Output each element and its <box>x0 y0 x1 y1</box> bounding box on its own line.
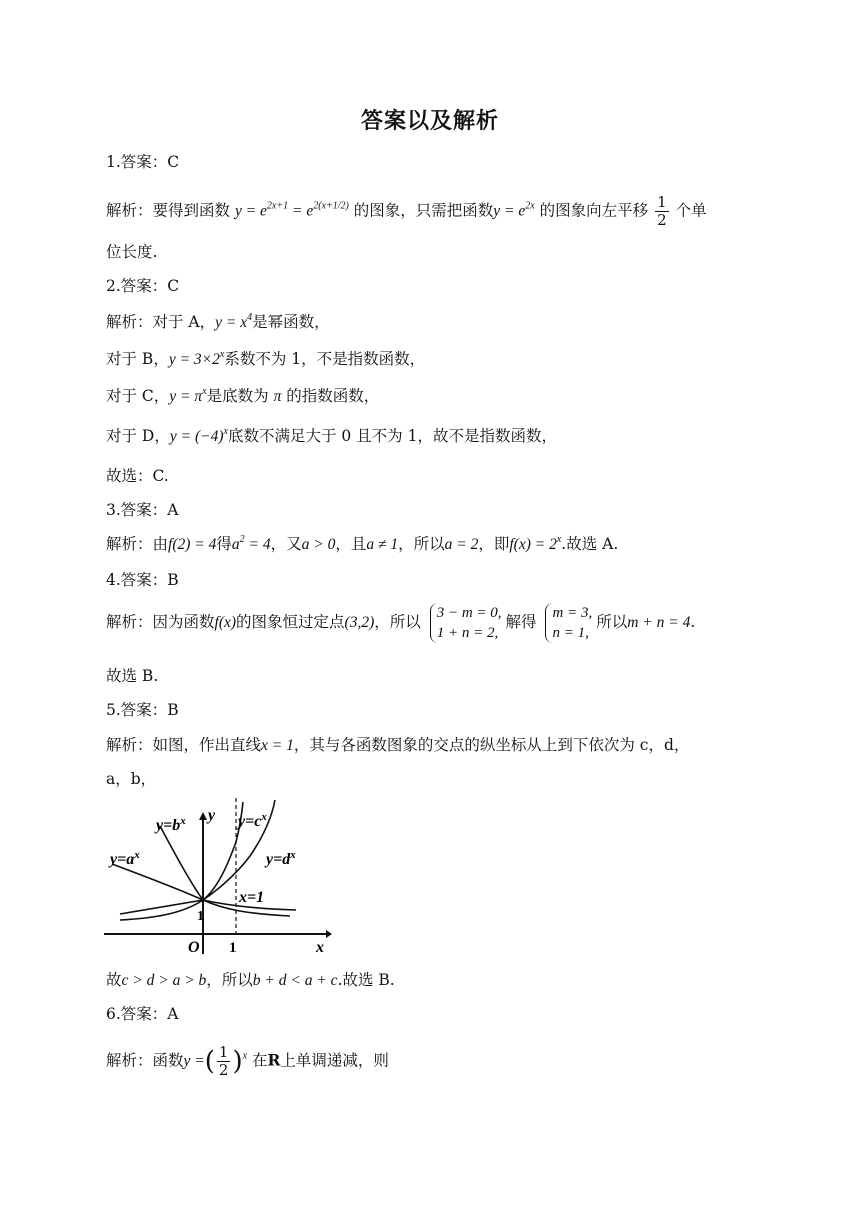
q4-text-1: 解析：因为函数 <box>106 613 215 631</box>
q5-c-text-2: ，所以 <box>206 971 253 989</box>
q6-analysis <box>106 1044 389 1079</box>
q3-text-6: ，即 <box>478 535 510 553</box>
q3-answer: 3.答案：A <box>106 501 179 519</box>
y-axis-arrow <box>199 812 207 820</box>
q4-math-1: f(x) <box>214 614 237 631</box>
q5-c-math-2: b + d < a + c <box>252 972 338 989</box>
q1-math-1: y = e <box>234 202 267 220</box>
q4-text-3: ，所以 <box>374 613 421 631</box>
q6-paren-open: ( <box>204 1046 215 1077</box>
q1-text-2: 的图象，只需把函数 <box>353 201 494 220</box>
q3-math-1: f(2) = 4 <box>168 536 217 553</box>
q4-math-2: (3,2) <box>344 614 375 631</box>
label-y-d-x: $y=d^x$ <box>266 849 296 868</box>
q5-answer: 5.答案：B <box>106 701 179 719</box>
q3-math-3: a > 0 <box>301 536 336 553</box>
q2-l4-text: 对于 D， <box>106 427 170 445</box>
q2-l2-math: y = 3×2 <box>168 351 220 368</box>
q3-math-2b: = 4 <box>244 536 271 553</box>
q3-text-4: ，且 <box>335 535 367 553</box>
q2-l2-text: 对于 B， <box>106 350 169 368</box>
q2-l3-text-2: 是底数为 <box>206 387 269 405</box>
curve-y-b-x <box>160 826 290 916</box>
q5-l1-text-2: ，其与各函数图象的交点的纵坐标从上到下依次为 c，d， <box>293 736 690 754</box>
q2-l3-exp: x <box>202 386 207 397</box>
q4-text-2: 的图象恒过定点 <box>236 613 345 631</box>
q4-sys2-row-2: n = 1, <box>552 625 589 641</box>
q2-l4-exp: x <box>223 426 228 437</box>
label-y-tick-1: 1 <box>197 909 204 924</box>
q5-line-2: a，b， <box>106 770 157 788</box>
q6-frac-den: 2 <box>218 1061 229 1079</box>
q5-c-text-1: 故 <box>106 971 122 989</box>
label-x-tick-1: 1 <box>229 940 237 956</box>
q3-text-3: ，又 <box>270 535 302 553</box>
q4-analysis <box>106 603 695 643</box>
q4-text-4: 解得 <box>505 613 537 631</box>
q2-l4-math: y = (−4) <box>169 428 224 445</box>
q2-l3-text-3: 的指数函数， <box>286 387 380 405</box>
q3-math-5: a = 2 <box>444 536 479 553</box>
label-x-equals-1: x=1 <box>239 889 265 906</box>
q1-exp-2: 2(x+1/2) <box>313 200 349 212</box>
q2-l3-math: y = π <box>169 388 203 405</box>
q4-text-5: 所以 <box>596 613 628 631</box>
label-y-a-x: $y=a^x$ <box>110 849 140 868</box>
q5-conclusion <box>106 968 395 990</box>
q1-exp-3: 2x <box>525 200 535 212</box>
q2-l1-text: 解析：对于 A， <box>106 313 216 331</box>
q4-system-2 <box>545 603 592 643</box>
x-axis-arrow <box>326 930 332 938</box>
q5-c-text-3: .故选 B. <box>337 971 395 989</box>
q2-l3-text: 对于 C， <box>106 387 170 405</box>
label-y-axis: y <box>208 807 216 824</box>
q1-frac-den: 2 <box>657 211 667 229</box>
q6-frac-num: 1 <box>218 1043 229 1061</box>
q2-l3-pi: π <box>273 388 282 405</box>
q6-math-1: y = <box>183 1052 205 1070</box>
q1-math-2: y = e <box>493 202 526 220</box>
q6-bold-R: R <box>267 1050 281 1070</box>
q6-text-2: 在 <box>251 1051 268 1070</box>
exponential-graph-figure <box>100 796 332 960</box>
q3-text-1: 解析：由 <box>106 535 169 553</box>
q3-analysis <box>106 532 618 554</box>
q2-l4-text-2: 底数不满足大于 0 且不为 1，故不是指数函数， <box>227 427 557 445</box>
q1-exp-1: 2x+1 <box>266 200 289 212</box>
q4-sys2-row-1: m = 3, <box>552 605 593 621</box>
q2-line-4 <box>106 424 557 446</box>
q3-text-7: .故选 A. <box>561 535 619 553</box>
q2-l1-math: y = x <box>215 314 248 331</box>
label-y-c-x: $y=c^x$ <box>238 811 267 830</box>
q3-text-2: 得 <box>216 535 232 553</box>
q1-math-eq: = e <box>288 202 314 220</box>
q3-math-6: f(x) = 2 <box>509 536 557 553</box>
label-y-b-x: $y=b^x$ <box>156 815 186 834</box>
q4-sys1-row-2: 1 + n = 2, <box>436 625 499 641</box>
page-title: 答案以及解析 <box>360 108 499 134</box>
q4-sys1-row-1: 3 − m = 0, <box>436 605 502 621</box>
q2-line-3 <box>106 384 379 406</box>
q2-line-1 <box>106 310 330 332</box>
q6-answer: 6.答案：A <box>106 1005 179 1023</box>
q3-math-2-exp: 2 <box>239 534 245 545</box>
q1-analysis <box>106 194 707 229</box>
q2-line-2 <box>106 347 425 369</box>
q2-answer: 2.答案：C <box>106 277 180 295</box>
q1-frac-num: 1 <box>657 193 667 211</box>
q6-fraction <box>217 1044 231 1079</box>
label-x-axis: x <box>316 939 324 956</box>
q6-exp: x <box>242 1050 248 1062</box>
label-origin: O <box>188 939 200 956</box>
q6-text-3: 上单调递减，则 <box>280 1051 389 1070</box>
q1-analysis-cont: 位长度. <box>106 243 158 261</box>
q5-c-math-1: c > d > a > b <box>121 972 207 989</box>
q5-l1-text: 解析：如图，作出直线 <box>106 736 262 754</box>
q1-text-4: 个单 <box>675 201 707 220</box>
q6-paren-close: ) <box>232 1046 243 1077</box>
q4-text-6: . <box>690 613 696 631</box>
q2-l1-exp: 4 <box>247 312 253 323</box>
q6-text-1: 解析：函数 <box>106 1051 184 1070</box>
q4-end: 故选 B. <box>106 667 159 685</box>
exponential-graph <box>100 796 332 956</box>
q4-system-1 <box>430 603 502 643</box>
q5-line-1 <box>106 733 689 755</box>
q5-l1-math: x = 1 <box>261 737 294 754</box>
q1-text-3: 的图象向左平移 <box>539 201 649 220</box>
q2-line-5: 故选：C. <box>106 467 169 485</box>
q3-text-5: ，所以 <box>398 535 445 553</box>
q4-answer: 4.答案：B <box>106 571 179 589</box>
q2-l1-text-2: 是幂函数， <box>252 313 330 331</box>
q3-math-2: a <box>231 536 240 553</box>
q3-math-6-exp: x <box>556 534 562 545</box>
q4-math-3: m + n = 4 <box>627 614 691 631</box>
q1-fraction <box>655 194 669 229</box>
q1-answer: 1.答案：C <box>106 153 180 171</box>
q1-text-1: 解析：要得到函数 <box>106 201 231 220</box>
q2-l2-text-2: 系数不为 1，不是指数函数， <box>224 350 426 368</box>
q3-math-4: a ≠ 1 <box>366 536 399 553</box>
q2-l2-exp: x <box>219 349 225 360</box>
